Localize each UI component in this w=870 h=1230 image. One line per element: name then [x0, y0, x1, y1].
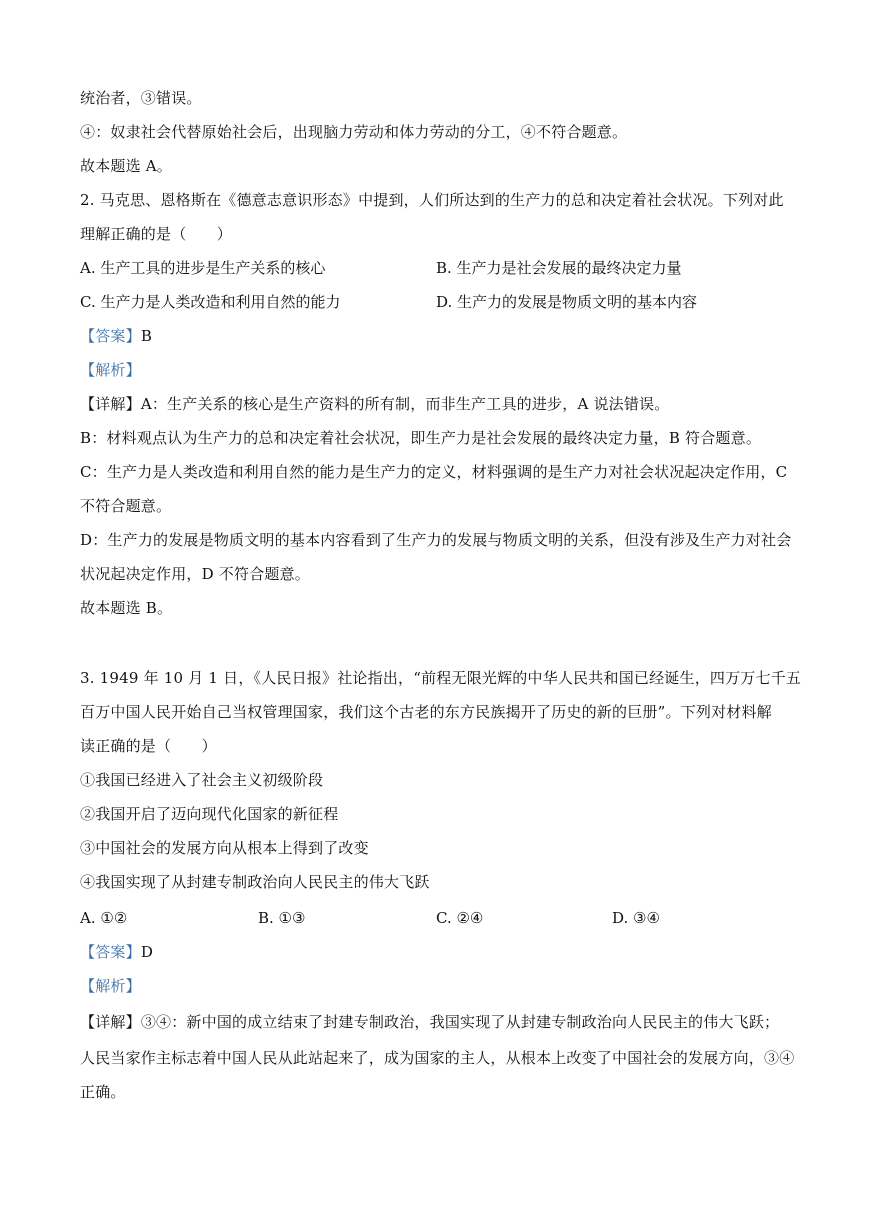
- q3-stem: 百万中国人民开始自己当权管理国家，我们这个古老的东方民族揭开了历史的新的巨册”。下列对材料解: [80, 703, 772, 721]
- q2-detail-c: 不符合题意。: [80, 497, 172, 515]
- q2-detail-d: 状况起决定作用，D 不符合题意。: [80, 565, 310, 583]
- prev-explanation-line: 统治者，③错误。: [80, 89, 202, 107]
- q2-option-b: B. 生产力是社会发展的最终决定力量: [436, 259, 682, 277]
- q2-detail-d: D：生产力的发展是物质文明的基本内容看到了生产力的发展与物质文明的关系，但没有涉及生产力对社会: [80, 531, 792, 549]
- q3-statement-3: ③中国社会的发展方向从根本上得到了改变: [80, 839, 369, 857]
- answer-tag: 【答案】: [80, 943, 141, 961]
- q2-option-c: C. 生产力是人类改造和利用自然的能力: [80, 293, 341, 311]
- q3-analysis-tag: 【解析】: [80, 977, 141, 995]
- q3-detail: 【详解】③④：新中国的成立结束了封建专制政治，我国实现了从封建专制政治向人民民主的伟大飞跃；: [80, 1013, 780, 1031]
- q2-stem: 理解正确的是（ ）: [80, 225, 233, 243]
- prev-explanation-line: ④：奴隶社会代替原始社会后，出现脑力劳动和体力劳动的分工，④不符合题意。: [80, 123, 628, 141]
- q3-stem: 读正确的是（ ）: [80, 737, 217, 755]
- q2-conclusion: 故本题选 B。: [80, 599, 173, 617]
- q2-analysis-tag: 【解析】: [80, 361, 141, 379]
- q2-answer: [80, 326, 152, 346]
- q3-detail: 正确。: [80, 1083, 126, 1101]
- q3-statement-2: ②我国开启了迈向现代化国家的新征程: [80, 805, 339, 823]
- q3-statement-1: ①我国已经进入了社会主义初级阶段: [80, 771, 324, 789]
- answer-value: D: [140, 943, 154, 961]
- prev-conclusion: 故本题选 A。: [80, 157, 173, 175]
- detail-tag: 【详解】: [80, 395, 141, 413]
- q3-option-a: A. ①②: [80, 909, 128, 927]
- q2-option-a: A. 生产工具的进步是生产关系的核心: [80, 259, 326, 277]
- q2-stem: 2. 马克思、恩格斯在《德意志意识形态》中提到，人们所达到的生产力的总和决定着社会状况。下列对此: [80, 191, 784, 209]
- q3-answer: [80, 942, 153, 962]
- q3-statement-4: ④我国实现了从封建专制政治向人民民主的伟大飞跃: [80, 873, 430, 891]
- answer-tag: 【答案】: [80, 327, 141, 345]
- q3-stem: 3. 1949 年 10 月 1 日，《人民日报》社论指出，“前程无限光辉的中华人民共和国已经诞生，四万万七千五: [80, 669, 802, 687]
- q2-option-d: D. 生产力的发展是物质文明的基本内容: [436, 293, 698, 311]
- q2-detail-b: B：材料观点认为生产力的总和决定着社会状况，即生产力是社会发展的最终决定力量，B 符合题意。: [80, 429, 762, 447]
- q3-option-d: D. ③④: [612, 909, 660, 927]
- detail-tag: 【详解】: [80, 1013, 141, 1031]
- q2-detail-a: 【详解】A：生产关系的核心是生产资料的所有制，而非生产工具的进步，A 说法错误。: [80, 395, 670, 413]
- q3-option-b: B. ①③: [258, 909, 306, 927]
- q3-option-c: C. ②④: [436, 909, 484, 927]
- q2-detail-c: C：生产力是人类改造和利用自然的能力是生产力的定义，材料强调的是生产力对社会状况起决定作用，C: [80, 463, 788, 481]
- q3-detail: 人民当家作主标志着中国人民从此站起来了，成为国家的主人，从根本上改变了中国社会的发展方向，③④: [80, 1049, 795, 1067]
- answer-value: B: [140, 327, 153, 345]
